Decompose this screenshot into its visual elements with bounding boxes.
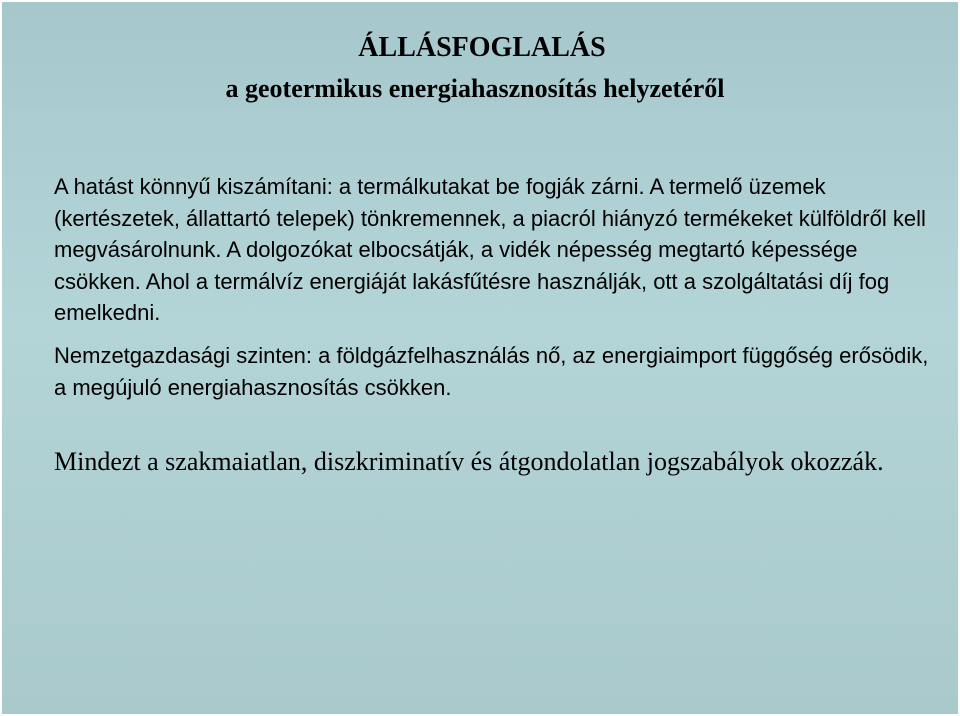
slide-title: ÁLLÁSFOGLALÁS bbox=[358, 32, 606, 63]
slide-subtitle: a geotermikus energiahasznosítás helyzetéről bbox=[225, 74, 725, 103]
paragraph-national-economy: Nemzetgazdasági szinten: a földgázfelhasználás nő, az energiaimport függőség erősödik, a megújuló energiahasznosítás csökken. bbox=[54, 343, 929, 400]
paragraph-conclusion: Mindezt a szakmaiatlan, diszkriminatív és átgondolatlan jogszabályok okozzák. bbox=[54, 447, 884, 476]
paragraph-impact: A hatást könnyű kiszámítani: a termálkutakat be fogják zárni. A termelő üzemek (kertészetek, állattartó telepek) tönkremennek, a piacról hiányzó termékeket külföldről kell megvásárolnunk. A dolgozókat elbocsátják, a vidék népesség megtartó képessége csökken. Ahol a termálvíz energiáját lakásfűtésre használják, ott a szolgáltatási díj fog emelkedni. bbox=[54, 174, 926, 325]
